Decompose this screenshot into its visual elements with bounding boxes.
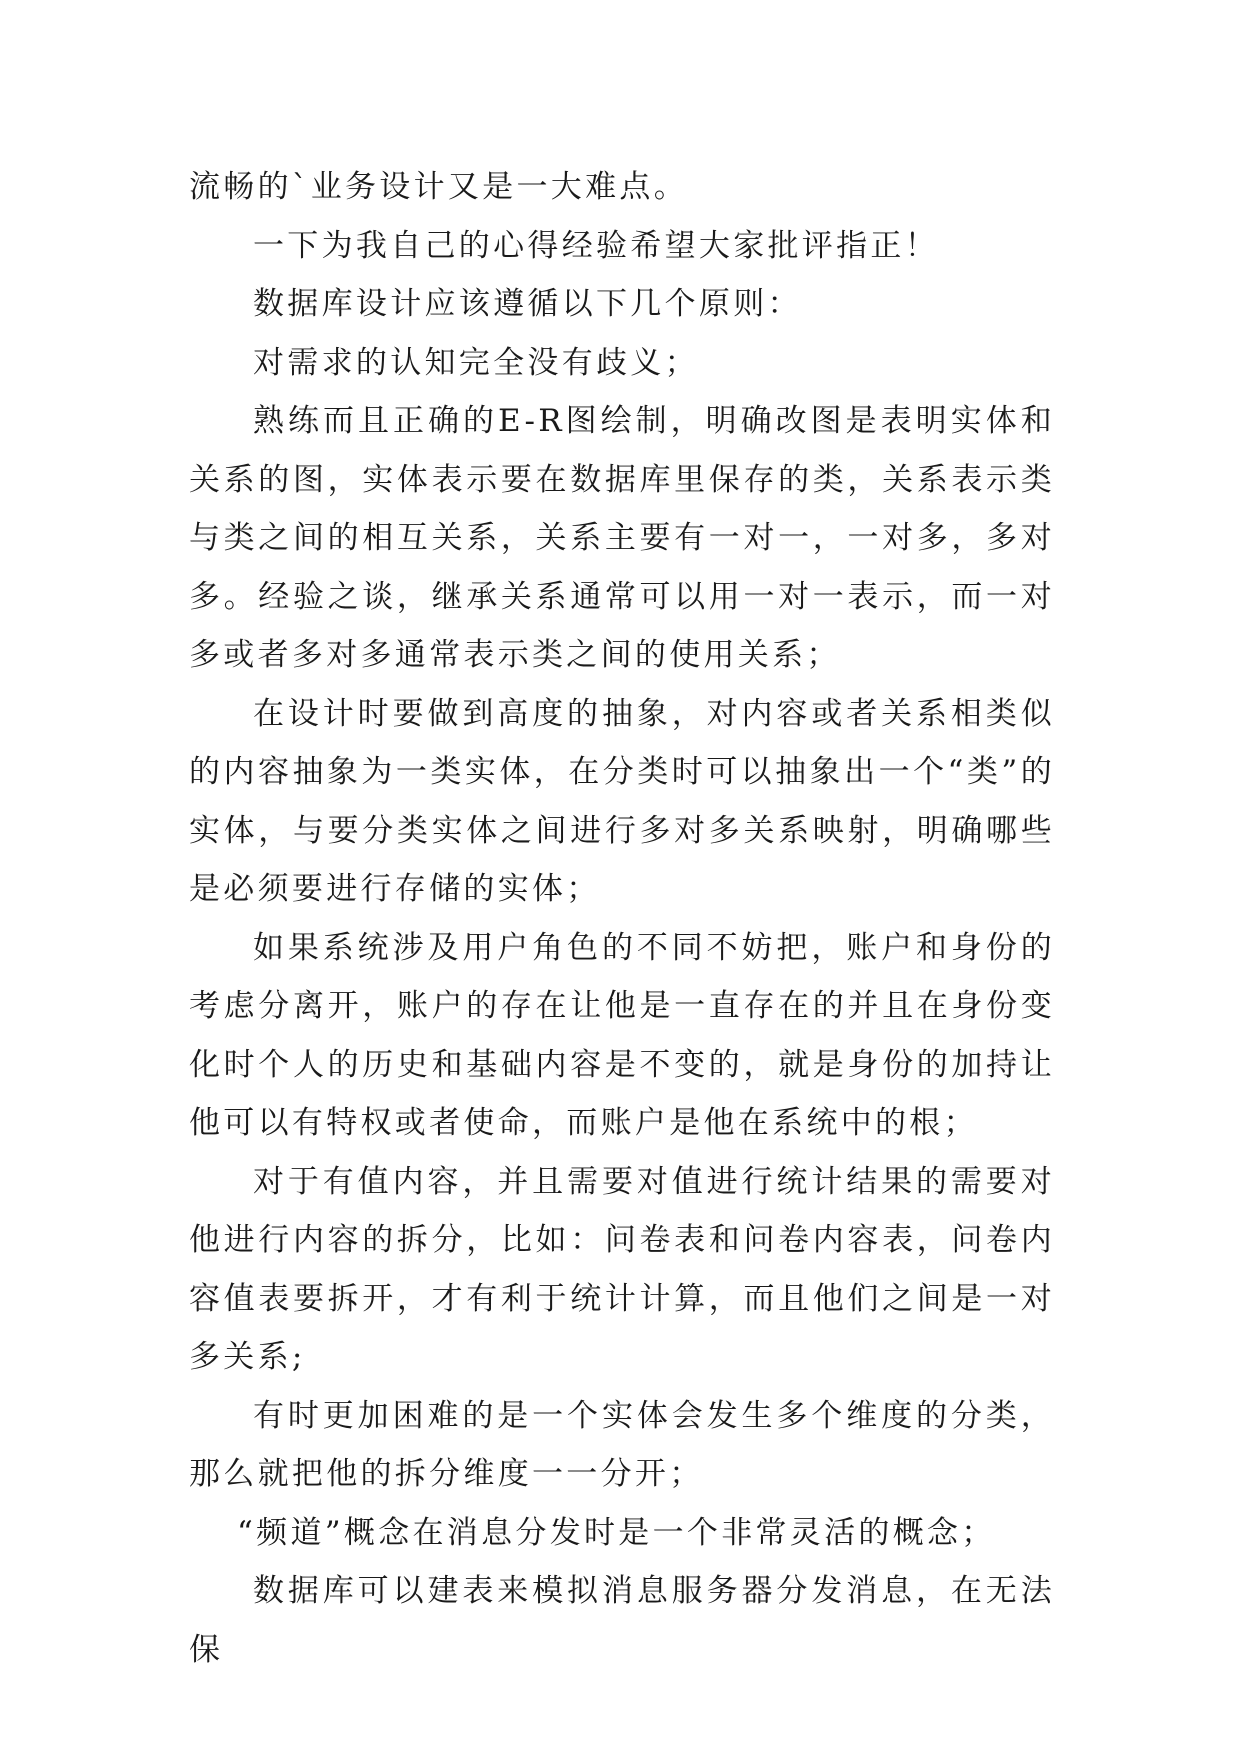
paragraph-value-split: 对于有值内容，并且需要对值进行统计结果的需要对他进行内容的拆分，比如：问卷表和问卷内容表，问卷内容值表要拆开，才有利于统计计算，而且他们之间是一对多关系; [189,1163,1055,1375]
paragraph-requirements: 对需求的认知完全没有歧义； [253,344,699,381]
paragraph-intro: 一下为我自己的心得经验希望大家批评指正！ [253,227,939,264]
paragraph-continuation: 流畅的`业务设计又是一大难点。 [189,169,688,205]
paragraph-abstraction: 在设计时要做到高度的抽象，对内容或者关系相类似的内容抽象为一类实体，在分类时可以抽象出一个“类”的实体，与要分类实体之间进行多对多关系映射，明确哪些是必须要进行存储的实体； [189,695,1055,907]
paragraph-principles-heading: 数据库设计应该遵循以下几个原则： [253,286,802,322]
paragraph-channel: “频道”概念在消息分发时是一个非常灵活的概念； [237,1514,996,1551]
document-body [189,158,1055,1679]
paragraph-multi-dimension: 有时更加困难的是一个实体会发生多个维度的分类，那么就把他的拆分维度一一分开； [189,1397,1055,1492]
paragraph-er-diagram: 熟练而且正确的E-R图绘制，明确改图是表明实体和关系的图，实体表示要在数据库里保存的类，关系表示类与类之间的相互关系，关系主要有一对一，一对多，多对多。经验之谈，继承关系通常可以用一对一表示，而一对多或者多对多通常表示类之间的使用关系； [189,403,1055,673]
paragraph-account-identity: 如果系统涉及用户角色的不同不妨把，账户和身份的考虑分离开，账户的存在让他是一直存在的并且在身份变化时个人的历史和基础内容是不变的，就是身份的加持让他可以有特权或者使命，而账户是他在系统中的根； [189,929,1055,1141]
paragraph-message-server: 数据库可以建表来模拟消息服务器分发消息，在无法保 [189,1573,1055,1668]
